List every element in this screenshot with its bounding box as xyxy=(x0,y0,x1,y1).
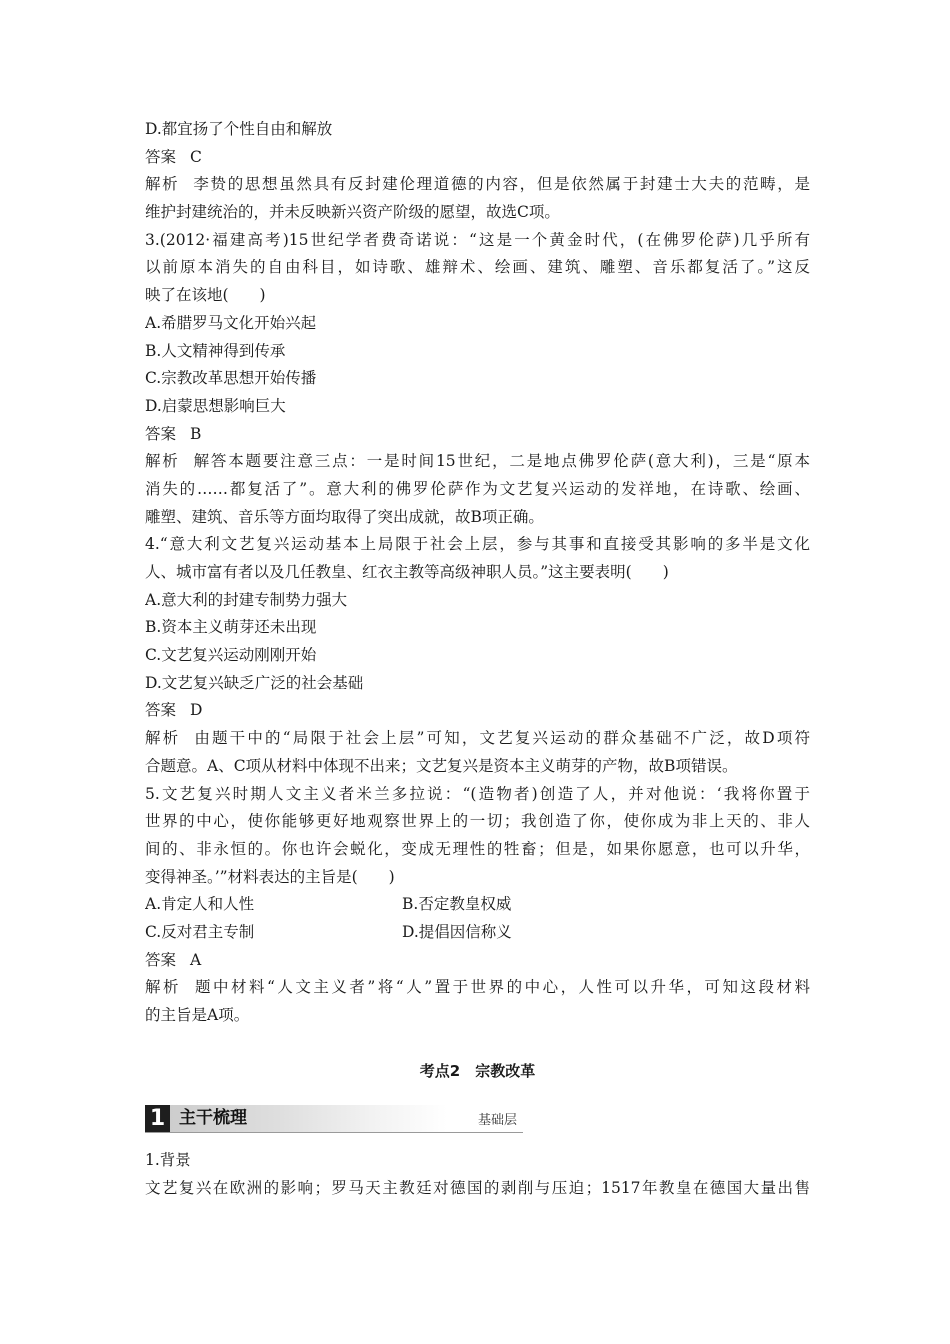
q4-analysis-line xyxy=(145,725,810,753)
q3-option-b: B.人文精神得到传承 xyxy=(145,341,286,360)
q5-stem-line: 间的、非永恒的。你也许会蜕化，变成无理性的牲畜；但是，如果你愿意，也可以升华， xyxy=(145,839,810,858)
answer-value: C xyxy=(190,147,202,166)
q2-answer xyxy=(145,144,810,172)
q5-options-row xyxy=(145,891,810,919)
q5-option-c: C.反对君主专制 xyxy=(145,922,255,941)
answer-label: 答案 xyxy=(145,424,177,443)
answer-label: 答案 xyxy=(145,701,177,720)
answer-label: 答案 xyxy=(145,950,177,969)
q3-analysis-line: 雕塑、建筑、音乐等方面均取得了突出成就，故B项正确。 xyxy=(145,507,544,526)
section-title: 考点2 宗教改革 xyxy=(419,1061,536,1080)
q4-option-b: B.资本主义萌芽还未出现 xyxy=(145,618,317,637)
q5-analysis-line: 的主旨是A项。 xyxy=(145,1006,250,1024)
analysis-text: 李贽的思想虽然具有反封建伦理道德的内容，但是依然属于封建士大夫的范畴，是 xyxy=(193,175,810,194)
q5-option-a: A.肯定人和人性 xyxy=(145,895,255,914)
analysis-text: 由题干中的“局限于社会上层”可知，文艺复兴运动的群众基础不广泛，故D项符 xyxy=(194,729,810,748)
answer-value: B xyxy=(190,424,202,443)
analysis-label: 解析 xyxy=(145,729,181,748)
q3-stem-line: 3.(2012·福建高考)15世纪学者费奇诺说：“这是一个黄金时代，(在佛罗伦萨)几乎所有 xyxy=(145,230,810,249)
banner-title: 主干梳理 xyxy=(179,1108,247,1129)
answer-label: 答案 xyxy=(145,147,177,166)
q4-option-a: A.意大利的封建专制势力强大 xyxy=(145,590,348,609)
q5-stem-line: 世界的中心，使你能够更好地观察世界上的一切；我创造了你，使你成为非上天的、非人 xyxy=(145,812,810,831)
q5-option-d: D.提倡因信称义 xyxy=(402,922,512,941)
q4-option-c: C.文艺复兴运动刚刚开始 xyxy=(145,646,317,665)
q5-stem-line: 5.文艺复兴时期人文主义者米兰多拉说：“(造物者)创造了人，并对他说：‘我将你置于 xyxy=(145,784,810,803)
q3-stem-line: 以前原本消失的自由科目，如诗歌、雄辩术、绘画、建筑、雕塑、音乐都复活了。”这反 xyxy=(145,258,810,277)
q5-analysis-line xyxy=(145,974,810,1002)
analysis-text: 题中材料“人文主义者”将“人”置于世界的中心，人性可以升华，可知这段材料 xyxy=(195,978,810,997)
q5-option-b: B.否定教皇权威 xyxy=(402,895,512,914)
q4-stem-line: 人、城市富有者以及几任教皇、红衣主教等高级神职人员。”这主要表明( ) xyxy=(145,563,669,581)
answer-value: A xyxy=(190,950,202,969)
background-heading: 1.背景 xyxy=(145,1151,191,1170)
section-banner xyxy=(145,1105,523,1133)
analysis-label: 解析 xyxy=(145,175,180,194)
banner-number: 1 xyxy=(145,1105,170,1132)
q5-stem-line: 变得神圣。’”材料表达的主旨是( ) xyxy=(145,867,395,886)
q3-analysis-line: 消失的……都复活了”。意大利的佛罗伦萨作为文艺复兴运动的发祥地，在诗歌、绘画、 xyxy=(145,479,810,498)
q4-stem-line: 4.“意大利文艺复兴运动基本上局限于社会上层，参与其事和直接受其影响的多半是文化 xyxy=(145,535,810,554)
q3-analysis-line xyxy=(145,448,810,476)
analysis-label: 解析 xyxy=(145,978,181,997)
analysis-text: 解答本题要注意三点：一是时间15世纪，二是地点佛罗伦萨(意大利)，三是“原本 xyxy=(193,452,810,471)
q5-options-row xyxy=(145,919,810,947)
q2-analysis-line xyxy=(145,171,810,199)
background-text-line: 文艺复兴在欧洲的影响；罗马天主教廷对德国的剥削与压迫；1517年教皇在德国大量出售 xyxy=(145,1179,810,1198)
answer-value: D xyxy=(190,701,203,720)
q3-option-c: C.宗教改革思想开始传播 xyxy=(145,369,317,388)
q3-option-a: A.希腊罗马文化开始兴起 xyxy=(145,313,317,332)
q2-option-d: D.都宜扬了个性自由和解放 xyxy=(145,120,333,138)
q2-analysis-line: 维护封建统治的，并未反映新兴资产阶级的愿望，故选C项。 xyxy=(145,203,560,222)
q3-option-d: D.启蒙思想影响巨大 xyxy=(145,396,286,415)
analysis-label: 解析 xyxy=(145,452,180,471)
q5-answer xyxy=(145,947,810,975)
q3-stem-line: 映了在该地( ) xyxy=(145,286,266,305)
q4-answer xyxy=(145,697,810,725)
q3-answer xyxy=(145,421,810,449)
banner-level: 基础层 xyxy=(478,1113,518,1129)
q4-analysis-line: 合题意。A、C项从材料中体现不出来；文艺复兴是资本主义萌芽的产物，故B项错误。 xyxy=(145,756,738,775)
q4-option-d: D.文艺复兴缺乏广泛的社会基础 xyxy=(145,673,364,692)
document-page xyxy=(145,116,810,1203)
